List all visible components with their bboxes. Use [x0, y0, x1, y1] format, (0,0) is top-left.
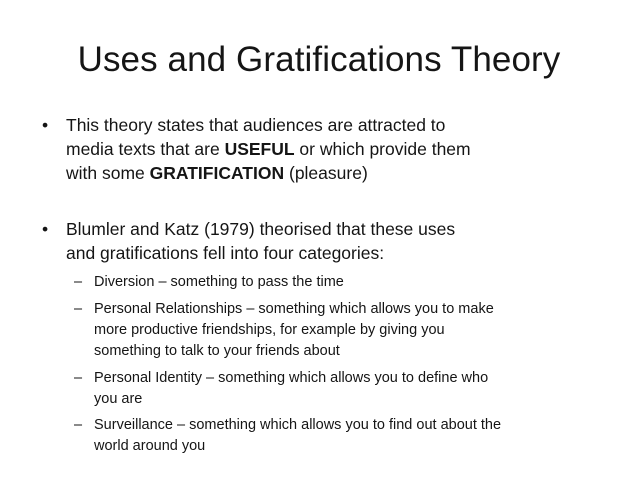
category-text: Personal Identity – something which allows you to define who you are [94, 370, 489, 407]
dash-icon: – [74, 274, 83, 290]
bullet-icon: • [42, 219, 49, 239]
slide-title: Uses and Gratifications Theory [77, 40, 561, 79]
bullet-text: This theory states that audiences are attracted to media texts that are USEFUL or which provide them with some GRATIFICATION (pleasure) [66, 115, 471, 183]
dash-icon: – [74, 370, 83, 386]
category-text: Surveillance – something which allows you to find out about the world around you [94, 417, 502, 454]
category-text: Diversion – something to pass the time [94, 274, 344, 290]
bullet-icon: • [42, 115, 49, 135]
emphasis-useful: USEFUL [224, 139, 295, 159]
category-text: Personal Relationships – something which allows you to make more productive friendships, for example by giving you something to talk to your friends about [94, 301, 494, 359]
dash-icon: – [74, 301, 83, 317]
bullet-text: Blumler and Katz (1979) theorised that these uses and gratifications fell into four categories: [66, 219, 456, 263]
dash-icon: – [74, 417, 83, 433]
emphasis-gratification: GRATIFICATION [149, 163, 285, 183]
